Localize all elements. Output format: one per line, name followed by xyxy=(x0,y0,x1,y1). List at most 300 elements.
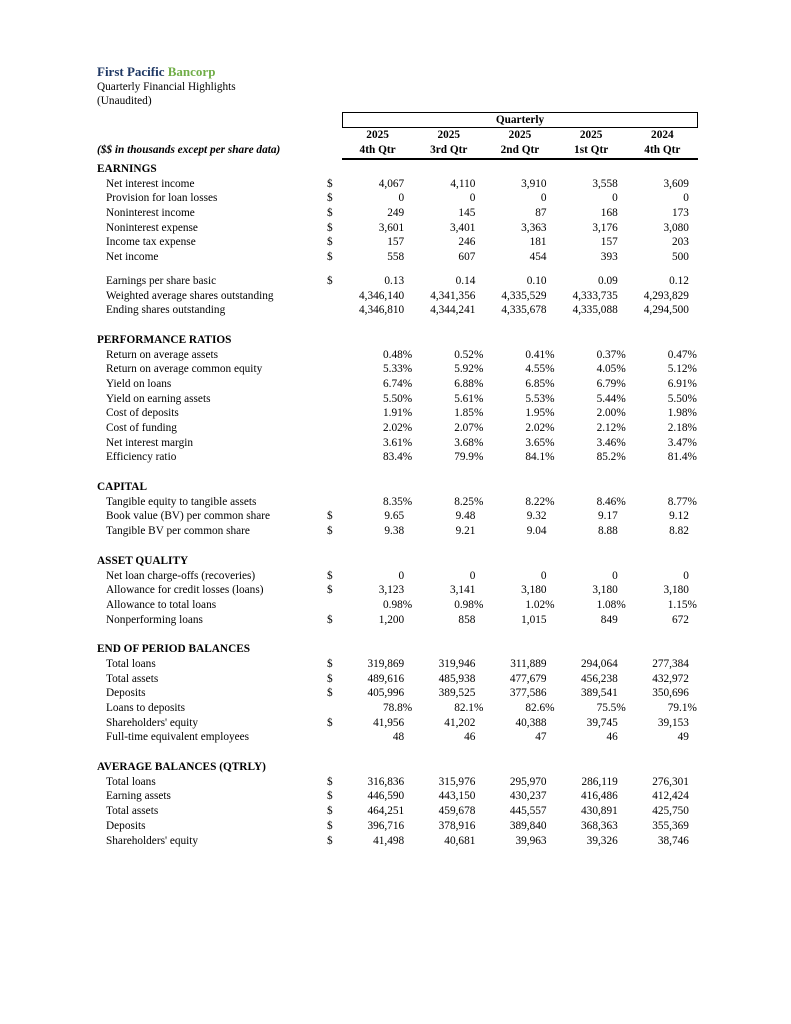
cell-value: 6.74% xyxy=(383,377,413,390)
cell-value: 46 xyxy=(464,731,476,744)
cell-value: 1.08% xyxy=(596,598,626,611)
table-row xyxy=(97,495,698,510)
cell-value: 2.02% xyxy=(525,422,555,434)
cell-value: 82.6% xyxy=(525,702,555,714)
cell-value: 39,326 xyxy=(586,834,618,847)
cell-value: 3,363 xyxy=(521,221,547,234)
table-row xyxy=(97,775,698,790)
cell-value: 5.61% xyxy=(454,392,484,405)
cell-value: 0.10 xyxy=(526,274,547,287)
row-label: Allowance for credit losses (loans) xyxy=(106,584,264,597)
cell-value: 4,110 xyxy=(450,177,476,190)
cell-value: 3.61% xyxy=(383,436,413,449)
column-year: 2025 xyxy=(508,129,532,141)
cell-value: 0 xyxy=(612,569,618,582)
row-label: Tangible equity to tangible assets xyxy=(106,495,257,508)
cell-value: 477,679 xyxy=(509,672,547,685)
column-year: 2024 xyxy=(651,129,674,141)
cell-value: 5.92% xyxy=(454,363,484,376)
cell-value: 81.4% xyxy=(667,451,697,464)
cell-value: 246 xyxy=(458,236,476,249)
dollar-sign: $ xyxy=(327,584,333,597)
company-name-primary: First Pacific xyxy=(97,64,165,79)
cell-value: 79.1% xyxy=(667,702,697,714)
table-row xyxy=(97,613,698,628)
cell-value: 416,486 xyxy=(581,790,618,803)
cell-value: 485,938 xyxy=(438,672,476,685)
cell-value: 4,335,529 xyxy=(501,289,547,302)
cell-value: 454 xyxy=(529,251,547,264)
cell-value: 46 xyxy=(606,731,618,744)
cell-value: 8.22% xyxy=(525,495,555,508)
dollar-sign: $ xyxy=(327,510,333,523)
cell-value: 607 xyxy=(458,251,476,264)
cell-value: 412,424 xyxy=(652,790,689,803)
dollar-sign: $ xyxy=(327,805,333,818)
cell-value: 315,976 xyxy=(438,775,476,788)
cell-value: 3,123 xyxy=(378,584,405,597)
cell-value: 3.65% xyxy=(525,436,555,449)
quarterly-group-header xyxy=(342,112,698,128)
row-label: Loans to deposits xyxy=(106,702,186,714)
table-row xyxy=(97,421,698,436)
cell-value: 8.82 xyxy=(669,525,689,538)
document xyxy=(97,64,698,848)
dollar-sign: $ xyxy=(327,525,333,538)
cell-value: 558 xyxy=(387,251,405,264)
row-spacer xyxy=(97,265,698,274)
cell-value: 82.1% xyxy=(454,702,484,714)
table-row xyxy=(97,377,698,392)
row-label: Cost of funding xyxy=(106,422,177,434)
table-row xyxy=(97,686,698,701)
dollar-sign: $ xyxy=(327,775,333,788)
cell-value: 459,678 xyxy=(438,805,476,818)
cell-value: 3,180 xyxy=(521,584,547,597)
cell-value: 75.5% xyxy=(596,702,626,714)
row-label: Net interest margin xyxy=(106,436,194,449)
cell-value: 5.33% xyxy=(383,363,413,376)
cell-value: 3,180 xyxy=(592,584,618,597)
section-header: ASSET QUALITY xyxy=(97,554,189,567)
row-label: Deposits xyxy=(106,687,146,700)
cell-value: 2.12% xyxy=(596,422,626,434)
dollar-sign: $ xyxy=(327,672,333,685)
cell-value: 1,200 xyxy=(378,613,405,626)
cell-value: 79.9% xyxy=(454,451,484,464)
table-row xyxy=(97,819,698,834)
dollar-sign: $ xyxy=(327,251,333,264)
dollar-sign: $ xyxy=(327,716,333,729)
cell-value: 9.48 xyxy=(455,510,476,523)
cell-value: 9.38 xyxy=(384,525,405,538)
units-note: ($$ in thousands except per share data) xyxy=(97,143,281,156)
section-gap xyxy=(97,745,698,758)
table-row xyxy=(97,524,698,539)
row-label: Noninterest expense xyxy=(106,221,198,234)
cell-value: 145 xyxy=(458,207,476,220)
dollar-sign: $ xyxy=(327,274,333,287)
cell-value: 355,369 xyxy=(652,819,689,832)
column-quarters-row xyxy=(97,143,698,158)
cell-value: 389,541 xyxy=(581,687,618,700)
cell-value: 8.77% xyxy=(667,495,697,508)
row-label: Deposits xyxy=(106,819,146,832)
row-label: Yield on loans xyxy=(106,377,172,390)
table-row xyxy=(97,509,698,524)
cell-value: 47 xyxy=(535,731,547,744)
table-row xyxy=(97,583,698,598)
column-quarter: 4th Qtr xyxy=(359,143,396,156)
cell-value: 0 xyxy=(612,192,618,205)
quarterly-group-label: Quarterly xyxy=(495,114,545,126)
cell-value: 85.2% xyxy=(596,451,626,464)
cell-value: 445,557 xyxy=(509,805,547,818)
cell-value: 0.14 xyxy=(455,274,476,287)
cell-value: 316,836 xyxy=(367,775,405,788)
cell-value: 1.02% xyxy=(525,598,555,611)
cell-value: 286,119 xyxy=(581,775,618,788)
cell-value: 489,616 xyxy=(367,672,405,685)
cell-value: 5.53% xyxy=(525,392,555,405)
cell-value: 396,716 xyxy=(367,819,405,832)
cell-value: 4,344,241 xyxy=(430,304,476,317)
cell-value: 4,333,735 xyxy=(572,289,618,302)
table-row xyxy=(97,834,698,849)
cell-value: 5.50% xyxy=(667,392,697,405)
table-row xyxy=(97,716,698,731)
cell-value: 3,401 xyxy=(449,221,476,234)
company-name-secondary: Bancorp xyxy=(167,64,216,79)
cell-value: 456,238 xyxy=(581,672,618,685)
cell-value: 0 xyxy=(398,569,405,582)
row-label: Net income xyxy=(106,251,159,264)
table-row xyxy=(97,672,698,687)
section-gap xyxy=(97,627,698,640)
cell-value: 294,064 xyxy=(581,657,618,670)
cell-value: 405,996 xyxy=(367,687,405,700)
cell-value: 0.47% xyxy=(667,348,697,361)
cell-value: 41,202 xyxy=(444,716,476,729)
cell-value: 393 xyxy=(600,251,618,264)
cell-value: 6.79% xyxy=(596,377,626,390)
cell-value: 0.98% xyxy=(383,598,413,611)
dollar-sign: $ xyxy=(327,177,333,190)
row-label: Allowance to total loans xyxy=(106,598,217,611)
cell-value: 3,558 xyxy=(592,177,618,190)
row-label: Shareholders' equity xyxy=(106,716,199,729)
row-label: Earning assets xyxy=(106,790,171,803)
dollar-sign: $ xyxy=(327,613,333,626)
cell-value: 1.85% xyxy=(454,407,484,420)
cell-value: 446,590 xyxy=(367,790,405,803)
cell-value: 6.91% xyxy=(667,377,697,390)
header-underline xyxy=(342,158,698,160)
cell-value: 0.52% xyxy=(454,348,484,361)
table-row xyxy=(97,730,698,745)
row-label: Earnings per share basic xyxy=(106,274,217,287)
cell-value: 377,586 xyxy=(509,687,547,700)
dollar-sign: $ xyxy=(327,569,333,582)
section-gap xyxy=(97,318,698,331)
row-label: Total assets xyxy=(106,672,159,685)
cell-value: 849 xyxy=(600,613,618,626)
cell-value: 3.68% xyxy=(454,436,484,449)
row-label: Provision for loan losses xyxy=(106,192,218,205)
cell-value: 276,301 xyxy=(652,775,689,788)
table-row xyxy=(97,789,698,804)
column-quarter: 3rd Qtr xyxy=(430,143,468,156)
cell-value: 9.04 xyxy=(526,525,547,538)
table-row xyxy=(97,569,698,584)
cell-value: 3,910 xyxy=(521,177,547,190)
cell-value: 4,335,088 xyxy=(572,304,618,317)
cell-value: 3,601 xyxy=(378,221,405,234)
cell-value: 41,498 xyxy=(373,834,405,847)
cell-value: 350,696 xyxy=(652,687,689,700)
cell-value: 9.17 xyxy=(597,510,618,523)
cell-value: 39,745 xyxy=(586,716,618,729)
dollar-sign: $ xyxy=(327,819,333,832)
cell-value: 40,388 xyxy=(515,716,547,729)
row-label: Cost of deposits xyxy=(106,407,179,420)
cell-value: 4.55% xyxy=(525,363,555,376)
cell-value: 0.09 xyxy=(597,274,618,287)
section-header: PERFORMANCE RATIOS xyxy=(97,333,232,346)
cell-value: 38,746 xyxy=(657,834,689,847)
cell-value: 3,180 xyxy=(663,584,689,597)
table-row xyxy=(97,450,698,465)
row-label: Nonperforming loans xyxy=(106,613,203,626)
cell-value: 0 xyxy=(683,192,689,205)
row-label: Tangible BV per common share xyxy=(106,525,250,538)
cell-value: 0 xyxy=(540,192,547,205)
cell-value: 3,609 xyxy=(663,177,689,190)
row-label: Noninterest income xyxy=(106,207,195,220)
dollar-sign: $ xyxy=(327,834,333,847)
cell-value: 5.50% xyxy=(383,392,413,405)
cell-value: 0 xyxy=(469,192,476,205)
row-label: Yield on earning assets xyxy=(106,392,211,405)
dollar-sign: $ xyxy=(327,221,333,234)
cell-value: 311,889 xyxy=(510,657,547,670)
cell-value: 249 xyxy=(387,207,405,220)
cell-value: 8.25% xyxy=(454,495,484,508)
cell-value: 4,346,810 xyxy=(359,304,405,317)
row-label: Return on average common equity xyxy=(106,363,263,376)
section-header: END OF PERIOD BALANCES xyxy=(97,643,251,656)
cell-value: 4,293,829 xyxy=(643,289,689,302)
cell-value: 39,153 xyxy=(657,716,689,729)
row-label: Shareholders' equity xyxy=(106,834,199,847)
cell-value: 295,970 xyxy=(509,775,547,788)
cell-value: 3,080 xyxy=(663,221,689,234)
column-year: 2025 xyxy=(579,129,603,141)
cell-value: 430,237 xyxy=(509,790,547,803)
cell-value: 5.44% xyxy=(596,392,626,405)
cell-value: 378,916 xyxy=(438,819,476,832)
table-row xyxy=(97,250,698,265)
cell-value: 2.02% xyxy=(383,422,413,434)
table-row xyxy=(97,221,698,236)
row-label: Total loans xyxy=(106,775,156,788)
dollar-sign: $ xyxy=(327,207,333,220)
row-label: Full-time equivalent employees xyxy=(106,731,250,744)
cell-value: 8.35% xyxy=(383,495,413,508)
cell-value: 500 xyxy=(671,251,689,264)
cell-value: 1.95% xyxy=(525,407,555,420)
cell-value: 5.12% xyxy=(667,363,697,376)
table-body xyxy=(97,162,698,848)
column-quarter: 4th Qtr xyxy=(644,143,681,156)
row-label: Net interest income xyxy=(106,177,195,190)
cell-value: 4.05% xyxy=(596,363,626,376)
table-row xyxy=(97,701,698,716)
cell-value: 672 xyxy=(671,613,689,626)
cell-value: 3,141 xyxy=(449,584,476,597)
row-label: Net loan charge-offs (recoveries) xyxy=(106,569,256,582)
report-subtitle: Quarterly Financial Highlights xyxy=(97,81,236,93)
cell-value: 9.21 xyxy=(455,525,476,538)
table-row xyxy=(97,289,698,304)
cell-value: 87 xyxy=(535,207,547,220)
table-row xyxy=(97,657,698,672)
table-row xyxy=(97,177,698,192)
cell-value: 0 xyxy=(398,192,405,205)
section-header: AVERAGE BALANCES (QTRLY) xyxy=(97,761,266,774)
cell-value: 4,294,500 xyxy=(643,304,689,317)
cell-value: 168 xyxy=(600,207,618,220)
cell-value: 0 xyxy=(469,569,476,582)
table-row xyxy=(97,235,698,250)
cell-value: 368,363 xyxy=(581,819,618,832)
cell-value: 49 xyxy=(677,731,689,744)
table-row xyxy=(97,436,698,451)
cell-value: 0.98% xyxy=(454,598,484,611)
cell-value: 9.65 xyxy=(384,510,405,523)
cell-value: 9.32 xyxy=(526,510,547,523)
cell-value: 40,681 xyxy=(444,834,476,847)
cell-value: 48 xyxy=(392,731,405,744)
cell-value: 0 xyxy=(683,569,689,582)
cell-value: 4,346,140 xyxy=(359,289,405,302)
cell-value: 2.18% xyxy=(667,422,697,434)
dollar-sign: $ xyxy=(327,687,333,700)
column-year: 2025 xyxy=(366,129,389,141)
section-header: CAPITAL xyxy=(97,481,148,494)
table-row xyxy=(97,406,698,421)
cell-value: 1.91% xyxy=(383,407,413,420)
row-label: Return on average assets xyxy=(106,348,218,361)
cell-value: 6.85% xyxy=(525,377,555,390)
table-row xyxy=(97,804,698,819)
row-label: Ending shares outstanding xyxy=(106,304,226,317)
cell-value: 8.88 xyxy=(597,525,618,538)
row-label: Weighted average shares outstanding xyxy=(106,289,274,302)
company-name xyxy=(97,64,698,80)
column-quarter: 2nd Qtr xyxy=(500,143,540,156)
cell-value: 181 xyxy=(529,236,547,249)
cell-value: 389,525 xyxy=(438,687,476,700)
section-header: EARNINGS xyxy=(97,163,157,175)
section-gap xyxy=(97,539,698,552)
table-row xyxy=(97,598,698,613)
table-row xyxy=(97,206,698,221)
section-gap xyxy=(97,465,698,478)
cell-value: 9.12 xyxy=(669,510,689,523)
cell-value: 425,750 xyxy=(652,805,689,818)
cell-value: 0.37% xyxy=(596,348,626,361)
cell-value: 203 xyxy=(671,236,689,249)
column-quarter: 1st Qtr xyxy=(574,143,609,156)
table-row xyxy=(97,362,698,377)
cell-value: 858 xyxy=(458,613,476,626)
cell-value: 1,015 xyxy=(521,613,547,626)
cell-value: 319,946 xyxy=(438,657,476,670)
table-row xyxy=(97,274,698,289)
dollar-sign: $ xyxy=(327,657,333,670)
cell-value: 464,251 xyxy=(367,805,405,818)
column-year: 2025 xyxy=(437,129,461,141)
cell-value: 2.00% xyxy=(596,407,626,420)
cell-value: 443,150 xyxy=(438,790,476,803)
cell-value: 157 xyxy=(387,236,405,249)
row-label: Total loans xyxy=(106,657,156,670)
cell-value: 0.48% xyxy=(383,348,413,361)
row-label: Book value (BV) per common share xyxy=(106,510,271,523)
cell-value: 78.8% xyxy=(383,702,413,714)
table-row xyxy=(97,348,698,363)
table-row xyxy=(97,303,698,318)
cell-value: 41,956 xyxy=(373,716,405,729)
table-row xyxy=(97,392,698,407)
cell-value: 4,067 xyxy=(378,177,405,190)
cell-value: 157 xyxy=(600,236,618,249)
unaudited-note: (Unaudited) xyxy=(97,95,152,107)
row-label: Income tax expense xyxy=(106,236,196,249)
cell-value: 2.07% xyxy=(454,422,484,434)
cell-value: 389,840 xyxy=(509,819,547,832)
cell-value: 83.4% xyxy=(383,451,413,464)
cell-value: 0.12 xyxy=(669,274,689,287)
cell-value: 4,341,356 xyxy=(430,289,476,302)
cell-value: 84.1% xyxy=(525,451,555,464)
cell-value: 0 xyxy=(540,569,547,582)
dollar-sign: $ xyxy=(327,236,333,249)
cell-value: 3,176 xyxy=(592,221,618,234)
cell-value: 1.15% xyxy=(667,598,697,611)
cell-value: 0.13 xyxy=(384,274,405,287)
cell-value: 0.41% xyxy=(525,348,555,361)
cell-value: 3.46% xyxy=(596,436,626,449)
cell-value: 1.98% xyxy=(667,407,697,420)
dollar-sign: $ xyxy=(327,790,333,803)
dollar-sign: $ xyxy=(327,192,333,205)
cell-value: 277,384 xyxy=(652,657,689,670)
cell-value: 8.46% xyxy=(596,495,626,508)
cell-value: 4,335,678 xyxy=(501,304,547,317)
cell-value: 432,972 xyxy=(652,672,689,685)
cell-value: 6.88% xyxy=(454,377,484,390)
cell-value: 3.47% xyxy=(667,436,697,449)
cell-value: 173 xyxy=(671,207,689,220)
table-row xyxy=(97,191,698,206)
cell-value: 430,891 xyxy=(581,805,618,818)
row-label: Efficiency ratio xyxy=(106,451,177,464)
column-years-row xyxy=(97,128,698,143)
cell-value: 39,963 xyxy=(515,834,547,847)
row-label: Total assets xyxy=(106,805,159,818)
